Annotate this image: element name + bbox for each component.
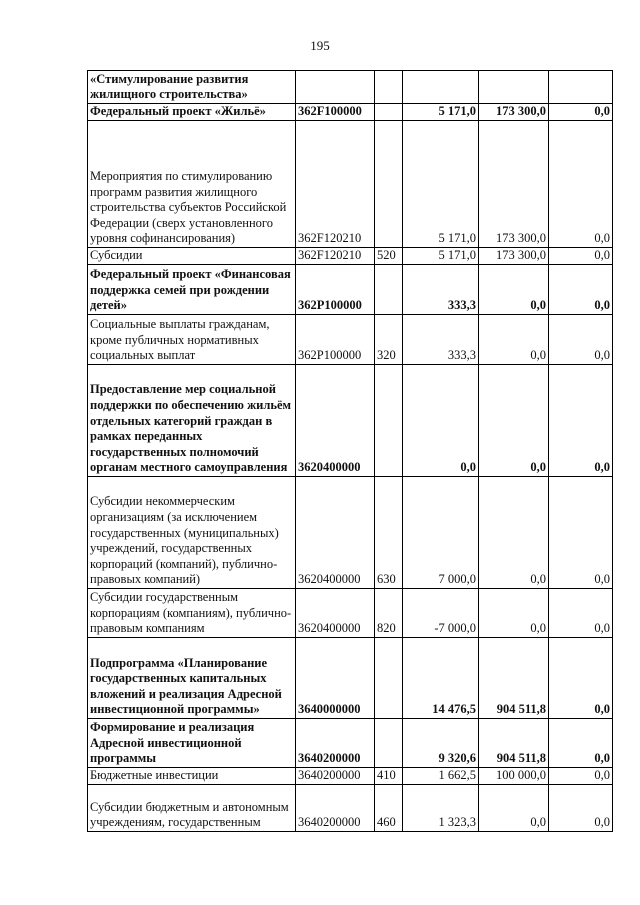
table-row <box>88 248 613 265</box>
table-row <box>88 104 613 121</box>
row-code: 362F120210 <box>296 121 375 248</box>
row-name: Федеральный проект «Жильё» <box>88 104 296 121</box>
row-code: 3640200000 <box>296 768 375 785</box>
row-value-2: 904 511,8 <box>479 719 549 768</box>
row-code <box>296 71 375 104</box>
row-value-2: 0,0 <box>479 477 549 589</box>
row-value-1: -7 000,0 <box>403 589 479 638</box>
row-kind: 630 <box>375 477 403 589</box>
row-value-3: 0,0 <box>549 315 613 365</box>
row-value-2: 0,0 <box>479 265 549 315</box>
table-row <box>88 365 613 477</box>
table-row <box>88 71 613 104</box>
row-code: 3620400000 <box>296 477 375 589</box>
row-value-1: 1 323,3 <box>403 785 479 832</box>
row-value-1 <box>403 71 479 104</box>
row-value-3: 0,0 <box>549 248 613 265</box>
row-kind: 520 <box>375 248 403 265</box>
row-kind <box>375 121 403 248</box>
table-row <box>88 719 613 768</box>
row-name: Формирование и реализация Адресной инвестиционной программы <box>88 719 296 768</box>
row-kind <box>375 71 403 104</box>
row-value-1: 7 000,0 <box>403 477 479 589</box>
row-value-1: 333,3 <box>403 265 479 315</box>
table-row <box>88 768 613 785</box>
row-value-1: 0,0 <box>403 365 479 477</box>
row-name: Подпрограмма «Планирование государственных капитальных вложений и реализация Адресной инвестиционной программы» <box>88 638 296 719</box>
row-name: Бюджетные инвестиции <box>88 768 296 785</box>
row-value-2: 0,0 <box>479 589 549 638</box>
row-code: 3640200000 <box>296 719 375 768</box>
table-row <box>88 589 613 638</box>
row-value-2: 0,0 <box>479 785 549 832</box>
row-code: 3640000000 <box>296 638 375 719</box>
row-value-3 <box>549 71 613 104</box>
row-code: 3620400000 <box>296 365 375 477</box>
row-value-3: 0,0 <box>549 719 613 768</box>
row-name: Субсидии государственным корпорациям (компаниям), публично-правовым компаниям <box>88 589 296 638</box>
row-value-1: 5 171,0 <box>403 121 479 248</box>
row-kind <box>375 719 403 768</box>
row-value-3: 0,0 <box>549 121 613 248</box>
row-value-1: 9 320,6 <box>403 719 479 768</box>
table-row <box>88 121 613 248</box>
row-value-2: 173 300,0 <box>479 121 549 248</box>
row-value-2: 0,0 <box>479 315 549 365</box>
row-value-3: 0,0 <box>549 589 613 638</box>
row-value-2: 173 300,0 <box>479 104 549 121</box>
table-row <box>88 315 613 365</box>
row-name: Предоставление мер социальной поддержки по обеспечению жильём отдельных категорий граждан в рамках переданных государственных полномочий органам местного самоуправления <box>88 365 296 477</box>
row-value-1: 14 476,5 <box>403 638 479 719</box>
table-row <box>88 477 613 589</box>
row-code: 362P100000 <box>296 315 375 365</box>
row-value-2: 0,0 <box>479 365 549 477</box>
table-body <box>88 71 613 832</box>
row-code: 3640200000 <box>296 785 375 832</box>
row-value-1: 5 171,0 <box>403 248 479 265</box>
row-value-1: 1 662,5 <box>403 768 479 785</box>
row-kind <box>375 638 403 719</box>
row-kind: 460 <box>375 785 403 832</box>
budget-table <box>87 70 613 832</box>
table-row <box>88 785 613 832</box>
row-kind <box>375 104 403 121</box>
row-code: 362F100000 <box>296 104 375 121</box>
row-value-3: 0,0 <box>549 104 613 121</box>
page-number: 195 <box>310 38 330 53</box>
table-row <box>88 265 613 315</box>
row-name: Социальные выплаты гражданам, кроме публичных нормативных социальных выплат <box>88 315 296 365</box>
row-value-1: 5 171,0 <box>403 104 479 121</box>
row-name: Субсидии <box>88 248 296 265</box>
row-value-2: 904 511,8 <box>479 638 549 719</box>
row-value-2 <box>479 71 549 104</box>
row-code: 3620400000 <box>296 589 375 638</box>
row-name: Субсидии некоммерческим организациям (за исключением государственных (муниципальных) учреждений, государственных корпораций (компаний), публично-правовых компаний) <box>88 477 296 589</box>
row-value-1: 333,3 <box>403 315 479 365</box>
row-name: «Стимулирование развития жилищного строительства» <box>88 71 296 104</box>
row-name: Субсидии бюджетным и автономным учреждениям, государственным <box>88 785 296 832</box>
row-value-2: 100 000,0 <box>479 768 549 785</box>
row-code: 362F120210 <box>296 248 375 265</box>
row-kind: 410 <box>375 768 403 785</box>
row-kind <box>375 265 403 315</box>
table-row <box>88 638 613 719</box>
row-value-3: 0,0 <box>549 265 613 315</box>
row-code: 362P100000 <box>296 265 375 315</box>
row-value-3: 0,0 <box>549 365 613 477</box>
row-name: Федеральный проект «Финансовая поддержка семей при рождении детей» <box>88 265 296 315</box>
row-kind <box>375 365 403 477</box>
row-name: Мероприятия по стимулированию программ развития жилищного строительства субъектов Российской Федерации (сверх установленного уровня софинансирования) <box>88 121 296 248</box>
row-kind: 320 <box>375 315 403 365</box>
row-value-2: 173 300,0 <box>479 248 549 265</box>
row-value-3: 0,0 <box>549 785 613 832</box>
row-value-3: 0,0 <box>549 768 613 785</box>
row-kind: 820 <box>375 589 403 638</box>
row-value-3: 0,0 <box>549 477 613 589</box>
row-value-3: 0,0 <box>549 638 613 719</box>
